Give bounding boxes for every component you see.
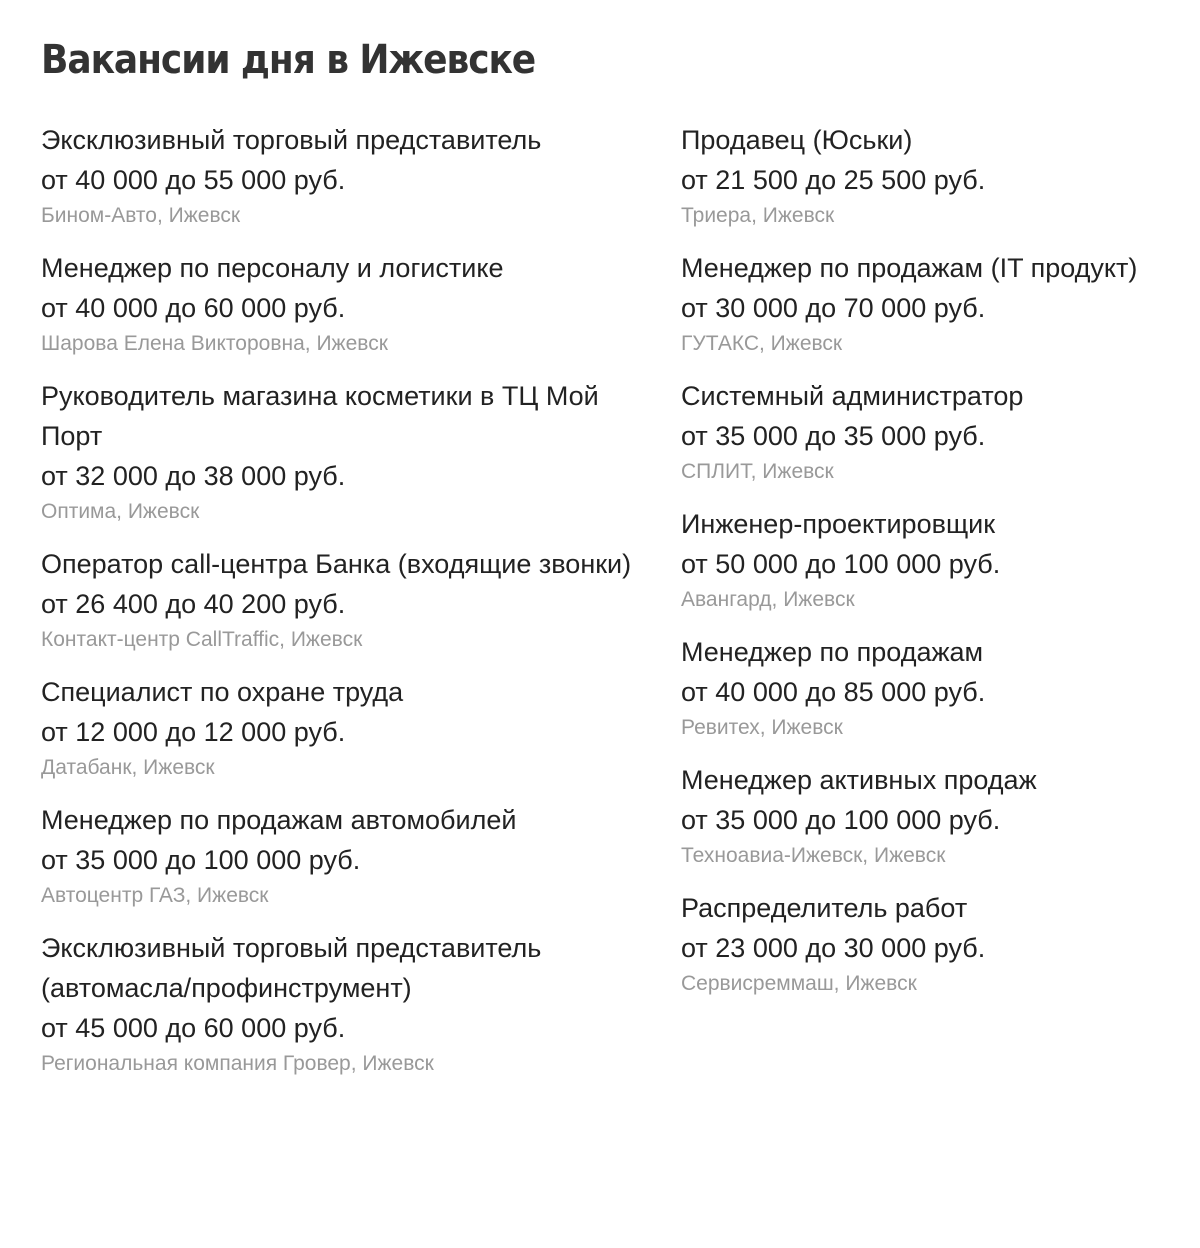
vacancy-item[interactable] xyxy=(681,888,1196,1000)
vacancy-company: СПЛИТ, Ижевск xyxy=(681,460,834,483)
vacancy-title: Менеджер по персоналу и логистике xyxy=(41,253,504,283)
vacancy-salary: от 32 000 до 38 000 руб. xyxy=(41,461,346,491)
vacancy-item[interactable] xyxy=(41,800,641,912)
vacancy-company: Триера, Ижевск xyxy=(681,204,835,227)
vacancy-salary: от 35 000 до 100 000 руб. xyxy=(681,805,1001,835)
vacancy-item[interactable] xyxy=(681,760,1196,872)
vacancy-company: Региональная компания Гровер, Ижевск xyxy=(41,1052,434,1075)
vacancy-salary: от 30 000 до 70 000 руб. xyxy=(681,293,986,323)
vacancy-title: Системный администратор xyxy=(681,381,1024,411)
vacancy-item[interactable] xyxy=(681,376,1196,488)
vacancy-company: Оптима, Ижевск xyxy=(41,500,200,523)
vacancy-company: Шарова Елена Викторовна, Ижевск xyxy=(41,332,388,355)
vacancy-item[interactable] xyxy=(41,376,641,528)
vacancy-item[interactable] xyxy=(41,544,641,656)
vacancy-company: Ревитех, Ижевск xyxy=(681,716,843,739)
vacancy-company: Сервисреммаш, Ижевск xyxy=(681,972,917,995)
vacancy-item[interactable] xyxy=(681,120,1196,232)
vacancy-title: Инженер-проектировщик xyxy=(681,509,996,539)
vacancy-salary: от 26 400 до 40 200 руб. xyxy=(41,589,346,619)
vacancy-title: Распределитель работ xyxy=(681,893,968,923)
vacancy-title: Менеджер по продажам xyxy=(681,637,984,667)
vacancy-company: ГУТАКС, Ижевск xyxy=(681,332,843,355)
vacancy-column-left xyxy=(41,120,641,1096)
vacancy-title: Менеджер по продажам (IT продукт) xyxy=(681,253,1138,283)
vacancy-column-right xyxy=(681,120,1196,1016)
vacancy-title: Эксклюзивный торговый представитель xyxy=(41,125,542,155)
vacancy-item[interactable] xyxy=(681,248,1196,360)
vacancy-salary: от 12 000 до 12 000 руб. xyxy=(41,717,346,747)
vacancy-title: Менеджер по продажам автомобилей xyxy=(41,805,517,835)
vacancy-salary: от 50 000 до 100 000 руб. xyxy=(681,549,1001,579)
vacancy-item[interactable] xyxy=(41,248,641,360)
vacancy-company: Техноавиа-Ижевск, Ижевск xyxy=(681,844,946,867)
vacancy-company: Датабанк, Ижевск xyxy=(41,756,215,779)
vacancy-company: Автоцентр ГАЗ, Ижевск xyxy=(41,884,269,907)
vacancy-salary: от 35 000 до 100 000 руб. xyxy=(41,845,361,875)
vacancy-title: Продавец (Юськи) xyxy=(681,125,913,155)
vacancy-salary: от 45 000 до 60 000 руб. xyxy=(41,1013,346,1043)
vacancy-title: Руководитель магазина косметики в ТЦ Мой Порт xyxy=(41,381,599,451)
vacancy-item[interactable] xyxy=(41,928,641,1080)
vacancy-title: Специалист по охране труда xyxy=(41,677,404,707)
vacancy-item[interactable] xyxy=(41,120,641,232)
vacancy-company: Авангард, Ижевск xyxy=(681,588,855,611)
vacancy-item[interactable] xyxy=(681,632,1196,744)
vacancy-company: Бином-Авто, Ижевск xyxy=(41,204,241,227)
page-title: Вакансии дня в Ижевске xyxy=(41,37,536,83)
vacancy-title: Эксклюзивный торговый представитель (автомасла/профинструмент) xyxy=(41,933,542,1003)
vacancy-salary: от 21 500 до 25 500 руб. xyxy=(681,165,986,195)
vacancy-salary: от 40 000 до 55 000 руб. xyxy=(41,165,346,195)
vacancy-title: Менеджер активных продаж xyxy=(681,765,1037,795)
vacancy-salary: от 40 000 до 85 000 руб. xyxy=(681,677,986,707)
vacancy-title: Оператор call-центра Банка (входящие звонки) xyxy=(41,549,632,579)
vacancy-item[interactable] xyxy=(681,504,1196,616)
vacancy-salary: от 40 000 до 60 000 руб. xyxy=(41,293,346,323)
vacancy-company: Контакт-центр CallTraffic, Ижевск xyxy=(41,628,363,651)
vacancy-salary: от 23 000 до 30 000 руб. xyxy=(681,933,986,963)
vacancy-item[interactable] xyxy=(41,672,641,784)
vacancy-salary: от 35 000 до 35 000 руб. xyxy=(681,421,986,451)
